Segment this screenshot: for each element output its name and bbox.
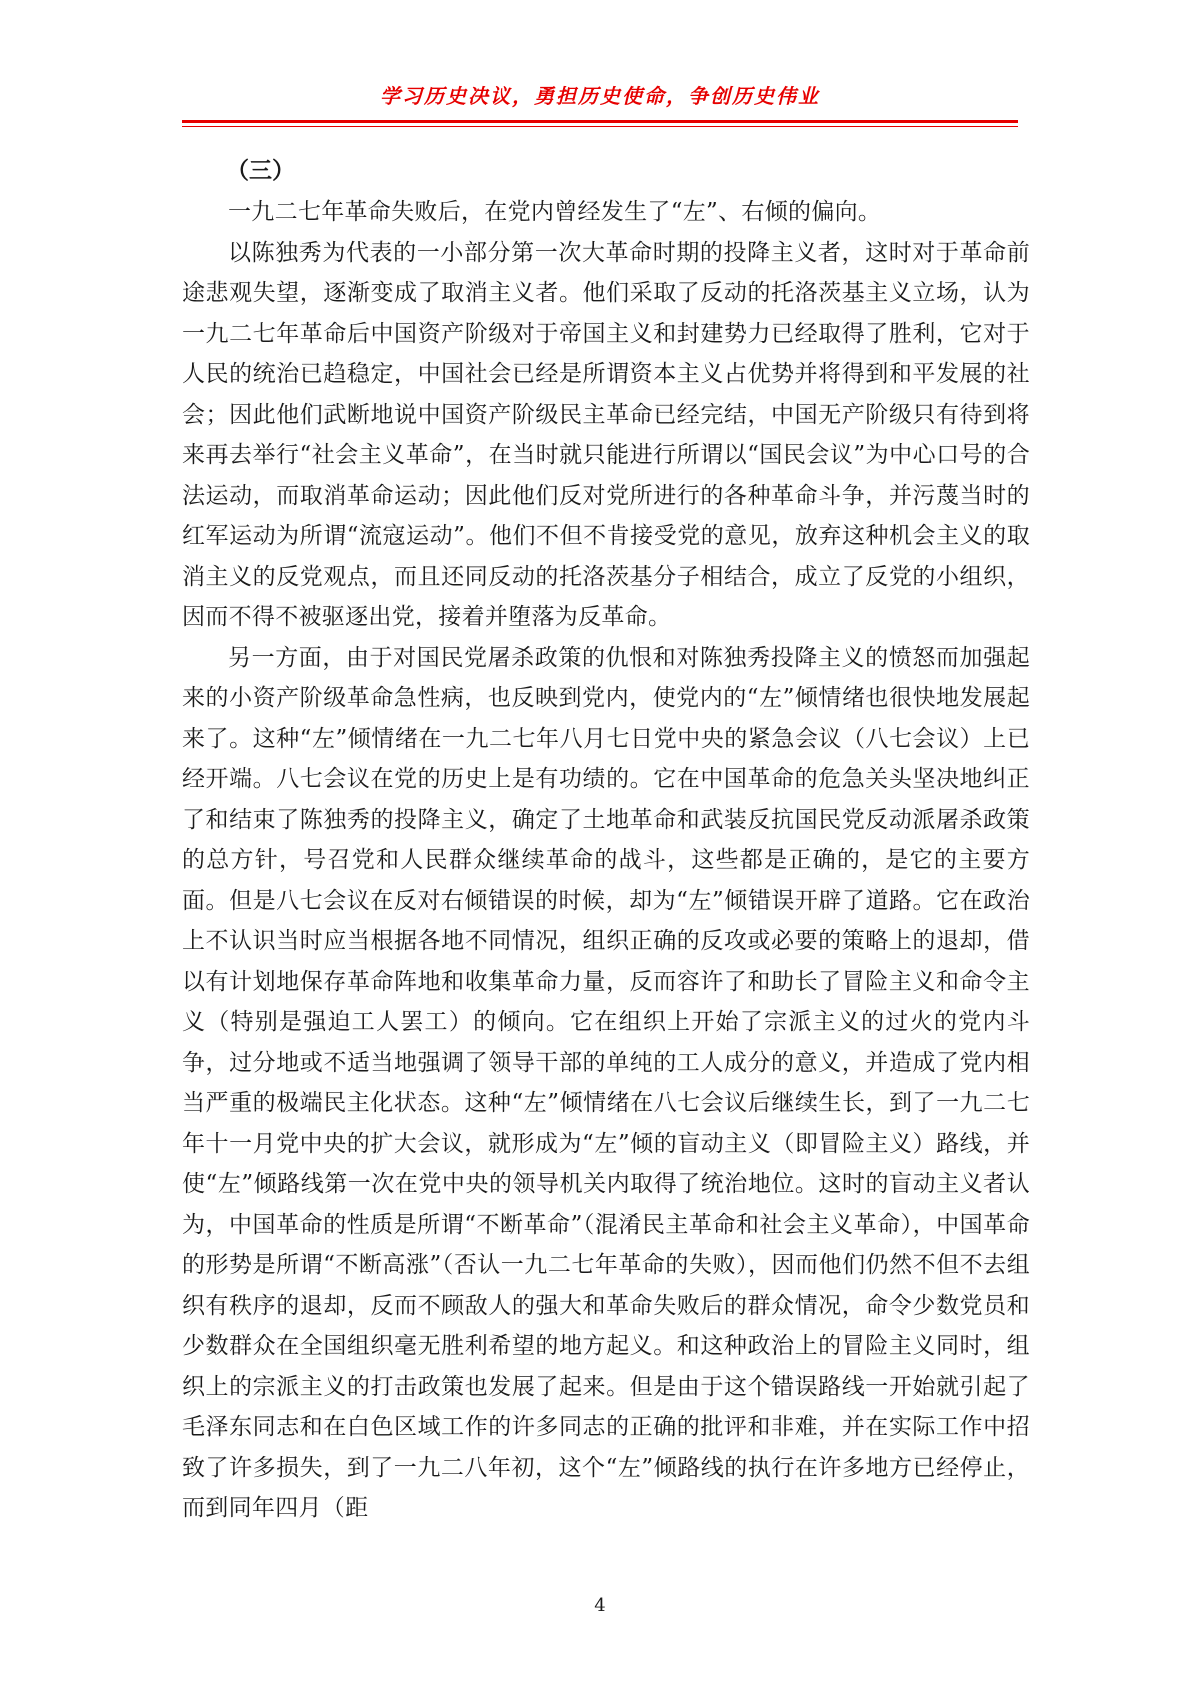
section-heading: （三） — [226, 157, 295, 184]
header-title-wrap — [182, 82, 1018, 110]
paragraph-2: 以陈独秀为代表的一小部分第一次大革命时期的投降主义者，这时对于革命前途悲观失望，逐渐变成了取消主义者。他们采取了反动的托洛茨基主义立场，认为一九二七年革命后中国资产阶级对于帝国主义和封建势力已经取得了胜利，它对于人民的统治已趋稳定，中国社会已经是所谓资本主义占优势并将得到和平发展的社会；因此他们武断地说中国资产阶级民主革命已经完结，中国无产阶级只有待到将来再去举行“社会主义革命”，在当时就只能进行所谓以“国民会议”为中心口号的合法运动，而取消革命运动；因此他们反对党所进行的各种革命斗争，并污蔑当时的红军运动为所谓“流寇运动”。他们不但不肯接受党的意见，放弃这种机会主义的取消主义的反党观点，而且还同反动的托洛茨基分子相结合，成立了反党的小组织，因而不得不被驱逐出党，接着并堕落为反革命。 — [182, 239, 1030, 630]
paragraph-3: 另一方面，由于对国民党屠杀政策的仇恨和对陈独秀投降主义的愤怒而加强起来的小资产阶级革命急性病，也反映到党内，使党内的“左”倾情绪也很快地发展起来了。这种“左”倾情绪在一九二七年八月七日党中央的紧急会议（八七会议）上已经开端。八七会议在党的历史上是有功绩的。它在中国革命的危急关头坚决地纠正了和结束了陈独秀的投降主义，确定了土地革命和武装反抗国民党反动派屠杀政策的总方针，号召党和人民群众继续革命的战斗，这些都是正确的，是它的主要方面。但是八七会议在反对右倾错误的时候，却为“左”倾错误开辟了道路。它在政治上不认识当时应当根据各地不同情况，组织正确的反攻或必要的策略上的退却，借以有计划地保存革命阵地和收集革命力量，反而容许了和助长了冒险主义和命令主义（特别是强迫工人罢工）的倾向。它在组织上开始了宗派主义的过火的党内斗争，过分地或不适当地强调了领导干部的单纯的工人成分的意义，并造成了党内相当严重的极端民主化状态。这种“左”倾情绪在八七会议后继续生长，到了一九二七年十一月党中央的扩大会议，就形成为“左”倾的盲动主义（即冒险主义）路线，并使“左”倾路线第一次在党中央的领导机关内取得了统治地位。这时的盲动主义者认为，中国革命的性质是所谓“不断革命”（混淆民主革命和社会主义革命），中国革命的形势是所谓“不断高涨”（否认一九二七年革命的失败），因而他们仍然不但不去组织有秩序的退却，反而不顾敌人的强大和革命失败后的群众情况，命令少数党员和少数群众在全国组织毫无胜利希望的地方起义。和这种政治上的冒险主义同时，组织上的宗派主义的打击政策也发展了起来。但是由于这个错误路线一开始就引起了毛泽东同志和在白色区域工作的许多同志的正确的批评和非难，并在实际工作中招致了许多损失，到了一九二八年初，这个“左”倾路线的执行在许多地方已经停止，而到同年四月（距 — [182, 644, 1030, 1521]
header-title: 学习历史决议，勇担历史使命，争创历史伟业 — [380, 84, 820, 108]
header-rule-thick — [182, 120, 1018, 123]
paragraph-1: 一九二七年革命失败后，在党内曾经发生了“左”、右倾的偏向。 — [228, 199, 882, 225]
page-number: 4 — [594, 1595, 606, 1616]
document-body — [182, 150, 1030, 1529]
header-rule-thin — [182, 126, 1018, 127]
